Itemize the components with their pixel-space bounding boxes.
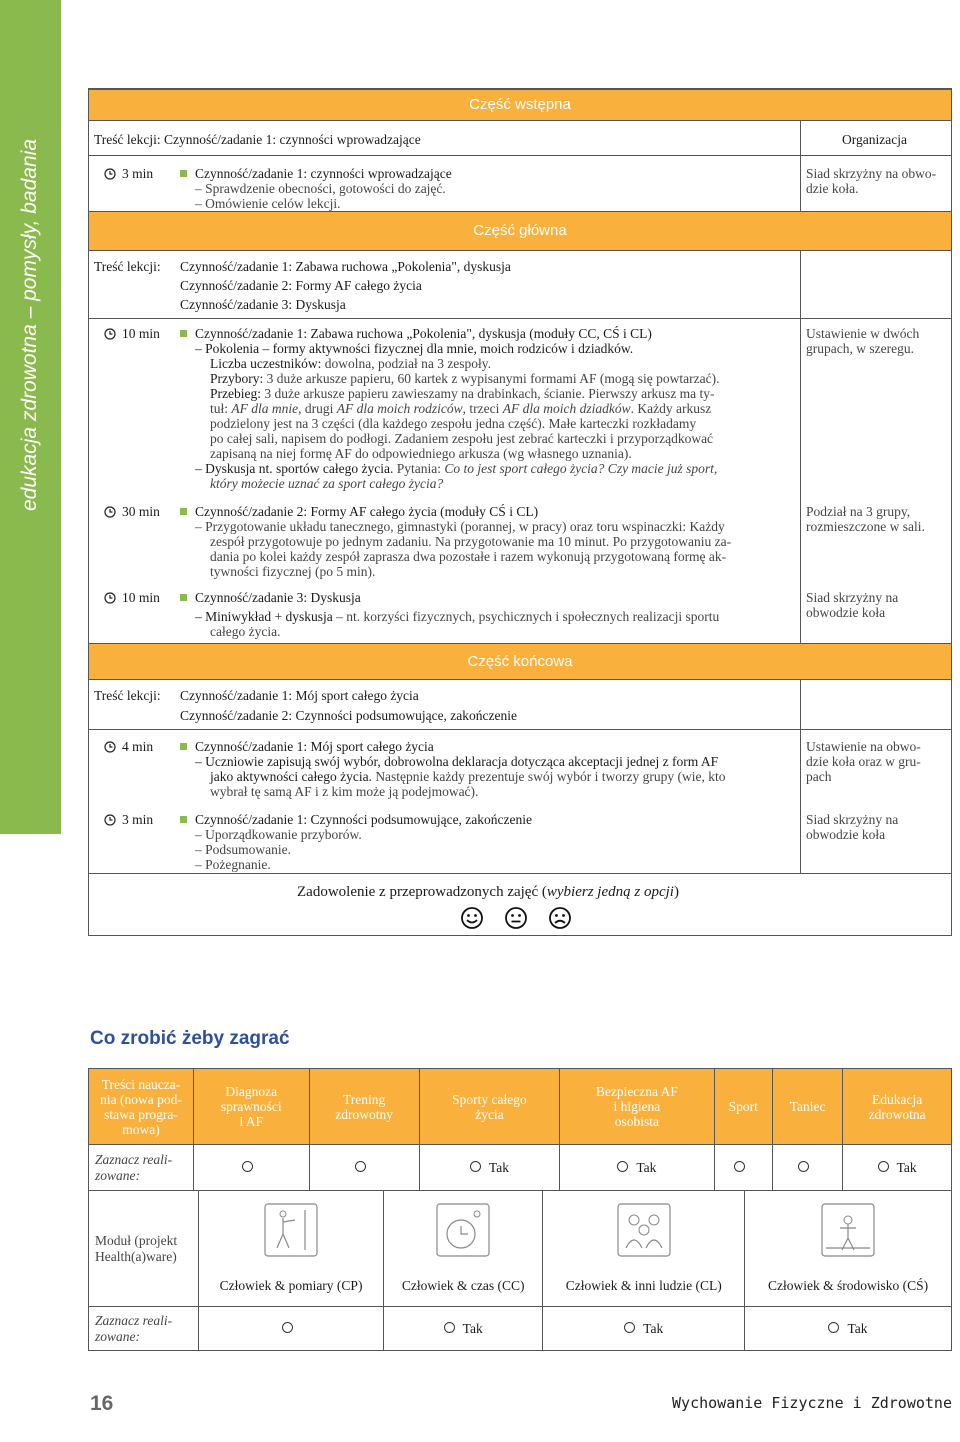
intro-sub2: – Omówienie celów lekcji. — [195, 196, 341, 211]
clock-person-icon — [433, 1200, 493, 1260]
final-t2-time: 3 min — [104, 812, 153, 828]
main-t3-org-2: obwodzie koła — [806, 605, 886, 620]
header-bezpieczna: Bezpieczna AF i higiena osobista — [560, 1069, 714, 1145]
main-t1-l7: po całej sali, napisem do podłogi. Zadaniem zespołu jest zebrać karteczki i przyporządkować — [210, 431, 714, 446]
page-number: 16 — [90, 1392, 114, 1415]
main-t2-time: 30 min — [104, 504, 160, 520]
clock-icon — [104, 328, 116, 340]
final-t1-task: Czynność/zadanie 1: Mój sport całego życia — [180, 739, 434, 755]
module-name: Człowiek & środowisko (CŚ) — [767, 1278, 929, 1293]
final-t1-l1: – Uczniowie zapisują swój wybór, dobrowolna deklaracja dotycząca akceptacji jednej z form AF — [195, 754, 719, 769]
intro-content-label: Treść lekcji: Czynność/zadanie 1: czynności wprowadzające — [94, 132, 421, 147]
main-t1-time: 10 min — [104, 326, 160, 342]
module-cl — [543, 1191, 745, 1307]
main-t2-l1: – Przygotowanie układu tanecznego, gimnastyki (porannej, w pracy) oraz toru wspinaczki: Każdy — [195, 519, 725, 534]
radio-circle-icon[interactable] — [242, 1161, 253, 1172]
main-content-1: Czynność/zadanie 1: Zabawa ruchowa „Pokolenia", dyskusja — [180, 259, 511, 274]
happy-face-icon[interactable] — [460, 906, 484, 930]
radio-circle-icon[interactable] — [734, 1161, 745, 1172]
module-name: Człowiek & pomiary (CP) — [219, 1278, 363, 1293]
bullet-square-icon — [180, 743, 187, 750]
main-t2-org-2: rozmieszczone w sali. — [806, 519, 925, 534]
main-t3-l1: – Miniwykład + dyskusja – nt. korzyści fizycznych, psychicznych i społecznych realizacji sportu — [195, 609, 720, 624]
band-main: Część główna — [89, 211, 951, 251]
publication-title: Wychowanie Fizyczne i Zdrowotne — [672, 1394, 952, 1412]
radio-circle-icon[interactable] — [617, 1161, 628, 1172]
main-t2-org-1: Podział na 3 grupy, — [806, 504, 911, 519]
sad-face-icon[interactable] — [548, 906, 572, 930]
module-mark-label: Zaznacz reali- zowane: — [89, 1307, 199, 1351]
radio-circle-icon[interactable] — [444, 1322, 455, 1333]
intro-org-2: dzie koła. — [806, 181, 859, 196]
main-t1-l5: tuł: AF dla mnie, drugi AF dla moich rodziców, trzeci AF dla moich dziadków. Każdy arkusz — [210, 401, 712, 416]
environment-person-icon — [818, 1200, 878, 1260]
module-cp — [199, 1191, 384, 1307]
main-t2-l4: tywności fizycznej (po 5 min). — [210, 564, 376, 579]
main-content-3: Czynność/zadanie 3: Dyskusja — [180, 297, 346, 312]
intro-sub1: – Sprawdzenie obecności, gotowości do zajęć. — [195, 181, 446, 196]
module-mark-option[interactable]: Tak — [543, 1307, 745, 1351]
satisfaction-label: Zadowolenie z przeprowadzonych zajęć (wybierz jedną z opcji) — [297, 884, 679, 900]
final-t1-l3: wybrał tę samą AF i z kim może ją podejmować). — [210, 784, 479, 799]
band-final: Część końcowa — [89, 643, 951, 680]
final-t2-l1: – Uporządkowanie przyborów. — [195, 827, 362, 842]
mark-option[interactable]: Tak — [843, 1145, 952, 1191]
mark-option[interactable]: Tak — [419, 1145, 560, 1191]
mark-label: Zaznacz reali- zowane: — [89, 1145, 194, 1191]
sidebar — [0, 0, 61, 834]
module-cs — [745, 1191, 952, 1307]
module-mark-option[interactable] — [199, 1307, 384, 1351]
header-sporty: Sporty całego życia — [419, 1069, 560, 1145]
main-t1-l1: – Pokolenia – formy aktywności fizycznej dla mnie, moich rodziców i dziadków. — [195, 341, 634, 356]
main-t1-task: Czynność/zadanie 1: Zabawa ruchowa „Pokolenia", dyskusja (moduły CC, CŚ i CL) — [180, 326, 652, 342]
radio-circle-icon[interactable] — [798, 1161, 809, 1172]
mark-option[interactable]: Tak — [560, 1145, 714, 1191]
band-intro: Część wstępna — [89, 89, 951, 121]
final-t1-org-2: dzie koła oraz w gru- — [806, 754, 921, 769]
people-group-icon — [614, 1200, 674, 1260]
module-mark-option[interactable]: Tak — [745, 1307, 952, 1351]
main-t1-org-2: grupach, w szeregu. — [806, 341, 914, 356]
clock-icon — [104, 506, 116, 518]
main-t3-org-1: Siad skrzyżny na — [806, 590, 899, 605]
main-t1-l2: Liczba uczestników: dowolna, podział na 3 zespoły. — [210, 356, 492, 371]
final-t2-org-1: Siad skrzyżny na — [806, 812, 899, 827]
bullet-square-icon — [180, 508, 187, 515]
final-t1-l2: jako aktywności całego życia. Następnie każdy prezentuje swój wybór i tworzy grupy (wie, kto — [210, 769, 726, 784]
final-t2-l3: – Pożegnanie. — [195, 857, 271, 872]
neutral-face-icon[interactable] — [504, 906, 528, 930]
main-t1-org-1: Ustawienie w dwóch — [806, 326, 920, 341]
module-table — [88, 1190, 952, 1351]
module-name: Człowiek & inni ludzie (CL) — [565, 1278, 722, 1293]
main-t2-task: Czynność/zadanie 2: Formy AF całego życia (moduły CŚ i CL) — [180, 504, 538, 520]
sidebar-title: edukacja zdrowotna – pomysły, badania — [18, 138, 41, 512]
intro-task: Czynność/zadanie 1: czynności wprowadzające — [180, 166, 452, 182]
final-t2-l2: – Podsumowanie. — [195, 842, 291, 857]
satisfaction-options — [452, 906, 580, 935]
bullet-square-icon — [180, 816, 187, 823]
main-t2-l3: dania po kolei każdy zespół zaprasza dwa pozostałe i razem wykonują przygotowaną formę ak- — [210, 549, 727, 564]
bullet-square-icon — [180, 330, 187, 337]
final-content-2: Czynność/zadanie 2: Czynności podsumowujące, zakończenie — [180, 708, 518, 723]
mark-option[interactable] — [309, 1145, 419, 1191]
intro-org-1: Siad skrzyżny na obwo- — [806, 166, 937, 181]
radio-circle-icon[interactable] — [470, 1161, 481, 1172]
radio-circle-icon[interactable] — [828, 1322, 839, 1333]
main-t1-l3: Przybory: 3 duże arkusze papieru, 60 kartek z wypisanymi formami AF (mogą się powtarzać). — [210, 371, 720, 386]
final-content-1: Czynność/zadanie 1: Mój sport całego życia — [180, 688, 419, 703]
header-taniec: Taniec — [772, 1069, 842, 1145]
bullet-square-icon — [180, 170, 187, 177]
clock-icon — [104, 741, 116, 753]
header-diagnoza: Diagnoza sprawności i AF — [194, 1069, 310, 1145]
clock-icon — [104, 592, 116, 604]
header-sport: Sport — [714, 1069, 772, 1145]
main-t1-l10: który możecie uznać za sport całego życia? — [210, 476, 444, 491]
section-heading: Co zrobić żeby zagrać — [90, 1028, 290, 1049]
mark-option[interactable] — [714, 1145, 772, 1191]
radio-circle-icon[interactable] — [624, 1322, 635, 1333]
final-t1-org-3: pach — [806, 769, 832, 784]
mark-option[interactable] — [772, 1145, 842, 1191]
organization-header: Organizacja — [842, 132, 907, 147]
final-content-prefix: Treść lekcji: — [94, 688, 161, 703]
module-name: Człowiek & czas (CC) — [401, 1278, 525, 1293]
main-t1-l4: Przebieg: 3 duże arkusze papieru zawieszamy na drabinkach, ścianie. Pierwszy arkusz ma ty- — [210, 386, 715, 401]
clock-icon — [104, 168, 116, 180]
main-content-2: Czynność/zadanie 2: Formy AF całego życia — [180, 278, 422, 293]
mark-option[interactable] — [194, 1145, 310, 1191]
measure-person-icon — [261, 1200, 321, 1260]
final-t1-org-1: Ustawienie na obwo- — [806, 739, 921, 754]
final-t2-org-2: obwodzie koła — [806, 827, 886, 842]
module-mark-option[interactable]: Tak — [384, 1307, 543, 1351]
final-t1-time: 4 min — [104, 739, 153, 755]
main-t3-task: Czynność/zadanie 3: Dyskusja — [180, 590, 361, 606]
intro-time: 3 min — [104, 166, 153, 182]
module-cc — [384, 1191, 543, 1307]
main-t3-time: 10 min — [104, 590, 160, 606]
main-t3-l2: całego życia. — [210, 624, 281, 639]
header-trening: Trening zdrowotny — [309, 1069, 419, 1145]
main-t1-l8: zapisaną na niej formę AF do odpowiedniego arkusza (wg własnego uznania). — [210, 446, 632, 461]
header-edukacja: Edukacja zdrowotna — [843, 1069, 952, 1145]
main-t1-l9: – Dyskusja nt. sportów całego życia. Pytania: Co to jest sport całego życia? Czy macie już sport, — [195, 461, 718, 476]
main-t2-l2: zespół przygotowuje po jednym zadaniu. Na przygotowanie ma 10 minut. Po przygotowaniu za- — [210, 534, 732, 549]
main-t1-l6: podzielony jest na 3 części (dla każdego zespołu jedna część). Małe karteczki rozkładamy — [210, 416, 697, 431]
curriculum-table — [88, 1068, 952, 1191]
main-content-prefix: Treść lekcji: — [94, 259, 161, 274]
final-t2-task: Czynność/zadanie 1: Czynności podsumowujące, zakończenie — [180, 812, 532, 828]
bullet-square-icon — [180, 594, 187, 601]
radio-circle-icon[interactable] — [355, 1161, 366, 1172]
radio-circle-icon[interactable] — [282, 1322, 293, 1333]
module-label: Moduł (projekt Health(a)ware) — [89, 1191, 199, 1307]
radio-circle-icon[interactable] — [878, 1161, 889, 1172]
clock-icon — [104, 814, 116, 826]
curriculum-label: Treści naucza- nia (nowa pod- stawa progra- mowa) — [89, 1069, 194, 1145]
